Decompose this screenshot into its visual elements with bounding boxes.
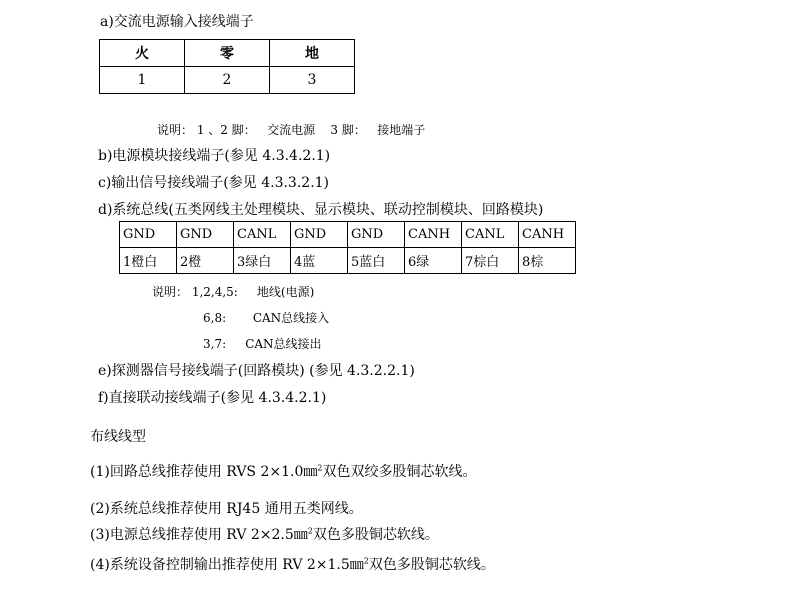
system-bus-table xyxy=(119,221,576,274)
table-cell: CANH xyxy=(519,222,576,248)
table-cell: 7棕白 xyxy=(462,248,519,274)
table-header-cell: 地 xyxy=(270,40,355,67)
table-cell: 5蓝白 xyxy=(348,248,405,274)
section-d-note-3: 3,7: CAN总线接出 xyxy=(203,337,322,351)
table-header-cell: 零 xyxy=(185,40,270,67)
table-cell: GND xyxy=(348,222,405,248)
table-cell: GND xyxy=(177,222,234,248)
table-cell: CANL xyxy=(462,222,519,248)
wiring-title: 布线线型 xyxy=(90,429,146,445)
wiring-item-4-tail: 双色多股铜芯软线。 xyxy=(368,557,495,573)
wiring-item-1-text: (1)回路总线推荐使用 RVS 2×1.0㎜ xyxy=(90,464,318,480)
wiring-item-1-tail: 双色双绞多股铜芯软线。 xyxy=(322,464,477,480)
table-row xyxy=(100,40,355,67)
wiring-item-1-sup: 2 xyxy=(317,463,323,473)
wiring-item-3 xyxy=(90,524,439,544)
table-row xyxy=(100,67,355,94)
section-d-title: d)系统总线(五类网线主处理模块、显示模块、联动控制模块、回路模块) xyxy=(98,202,544,218)
table-row xyxy=(120,222,576,248)
section-a-note: 说明： 1 、2 脚： 交流电源 3 脚： 接地端子 xyxy=(157,123,426,137)
wiring-item-1 xyxy=(90,461,476,481)
table-cell: 1 xyxy=(100,67,185,94)
section-d-note-2: 6,8: CAN总线接入 xyxy=(203,311,330,325)
table-cell: 4蓝 xyxy=(291,248,348,274)
table-header-cell: 火 xyxy=(100,40,185,67)
table-cell: CANL xyxy=(234,222,291,248)
section-d-note-1: 说明： 1,2,4,5: 地线(电源) xyxy=(152,285,315,299)
table-cell: 3绿白 xyxy=(234,248,291,274)
table-row xyxy=(120,248,576,274)
table-cell: GND xyxy=(120,222,177,248)
table-cell: 2橙 xyxy=(177,248,234,274)
table-cell: CANH xyxy=(405,222,462,248)
wiring-item-4-sup: 2 xyxy=(363,556,369,566)
section-a-title: a)交流电源输入接线端子 xyxy=(100,14,254,30)
section-c-text: c)输出信号接线端子(参见 4.3.3.2.1) xyxy=(98,175,330,191)
wiring-item-3-tail: 双色多股铜芯软线。 xyxy=(312,527,439,543)
section-f-text: f)直接联动接线端子(参见 4.3.4.2.1) xyxy=(98,390,327,406)
wiring-item-4 xyxy=(90,554,495,574)
section-e-text: e)探测器信号接线端子(回路模块) (参见 4.3.2.2.1) xyxy=(98,363,415,379)
table-cell: 3 xyxy=(270,67,355,94)
wiring-item-2: (2)系统总线推荐使用 RJ45 通用五类网线。 xyxy=(90,501,363,517)
ac-power-table xyxy=(99,39,355,94)
table-cell: 6绿 xyxy=(405,248,462,274)
table-cell: 8棕 xyxy=(519,248,576,274)
table-cell: GND xyxy=(291,222,348,248)
table-cell: 2 xyxy=(185,67,270,94)
section-b-text: b)电源模块接线端子(参见 4.3.4.2.1) xyxy=(98,148,331,164)
wiring-item-4-text: (4)系统设备控制输出推荐使用 RV 2×1.5㎜ xyxy=(90,557,364,573)
table-cell: 1橙白 xyxy=(120,248,177,274)
wiring-item-3-text: (3)电源总线推荐使用 RV 2×2.5㎜ xyxy=(90,527,308,543)
wiring-item-3-sup: 2 xyxy=(307,526,313,536)
